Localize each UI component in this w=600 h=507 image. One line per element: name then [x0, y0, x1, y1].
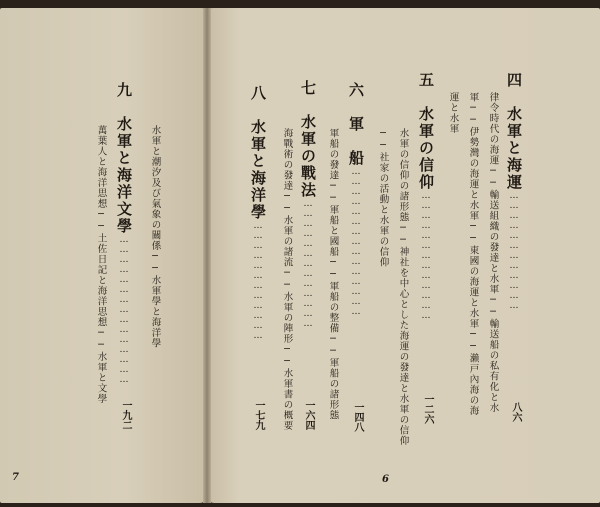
- chapter-title: [300, 80, 315, 329]
- page-number-left: 7: [12, 472, 19, 483]
- chapter-title: [250, 85, 265, 341]
- chapter-subtopics: 軍船の發達──軍船と國船──軍船の整備──軍船の諸形態: [327, 128, 339, 421]
- book-gutter: [203, 8, 211, 503]
- chapter-subtopics: 萬葉人と海洋思想──土佐日記と海洋思想──水軍と文學: [95, 125, 107, 404]
- chapter-subtopics: 海戰術の發達──水軍の諸流──水軍の陣形──水軍書の概要: [281, 128, 293, 431]
- chapter-subtopics: 水軍と潮汐及び氣象の關係──水軍學と海洋學: [149, 125, 161, 349]
- leader-dots: ………………………………………: [119, 235, 129, 385]
- chapter-title-text: 四 水軍と海運: [505, 72, 523, 191]
- chapter-subtopics: 律令時代の海運──輸送組織の發達と水軍──輸送船の私有化と水: [487, 92, 499, 413]
- chapter-title: [116, 82, 131, 385]
- chapter-title-text: 七 水軍の戰法: [299, 80, 317, 199]
- chapter-page-number: 一四八: [352, 402, 363, 432]
- leader-dots: ………………………………: [509, 191, 519, 311]
- chapter-title-text: 九 水軍と海洋文學: [115, 82, 133, 235]
- chapter-page-number: 一七九: [253, 400, 264, 430]
- chapter-page-number: 一六四: [303, 400, 314, 430]
- chapter-title: [418, 72, 433, 321]
- chapter-subtopics: ──社家の活動と水軍の信仰: [377, 128, 389, 268]
- chapter-title: [506, 72, 521, 311]
- chapter-subtopics: 軍──伊勢灣の海運と水軍──東國の海運と水軍──瀨戸內海の海: [467, 92, 479, 416]
- page-number-right: 6: [382, 474, 389, 485]
- leader-dots: …………………………………: [421, 191, 431, 321]
- leader-dots: …………………………………: [303, 199, 313, 329]
- chapter-page-number: 一二六: [422, 394, 433, 424]
- chapter-subtopics: 水軍の信仰の諸形態──神社を中心とした海運の發達と水軍の信仰: [397, 128, 409, 446]
- leader-dots: ………………………………………: [351, 167, 361, 317]
- chapter-title-text: 八 水軍と海洋學: [249, 85, 267, 221]
- chapter-page-number: 八六: [510, 402, 521, 422]
- leader-dots: ………………………………: [253, 221, 263, 341]
- chapter-title-text: 五 水軍の信仰: [417, 72, 435, 191]
- chapter-title-text: 六 軍 船: [347, 82, 365, 167]
- chapter-page-number: 一九二: [120, 400, 131, 430]
- chapter-title: [348, 82, 363, 317]
- chapter-subtopics: 運と水軍: [447, 92, 459, 134]
